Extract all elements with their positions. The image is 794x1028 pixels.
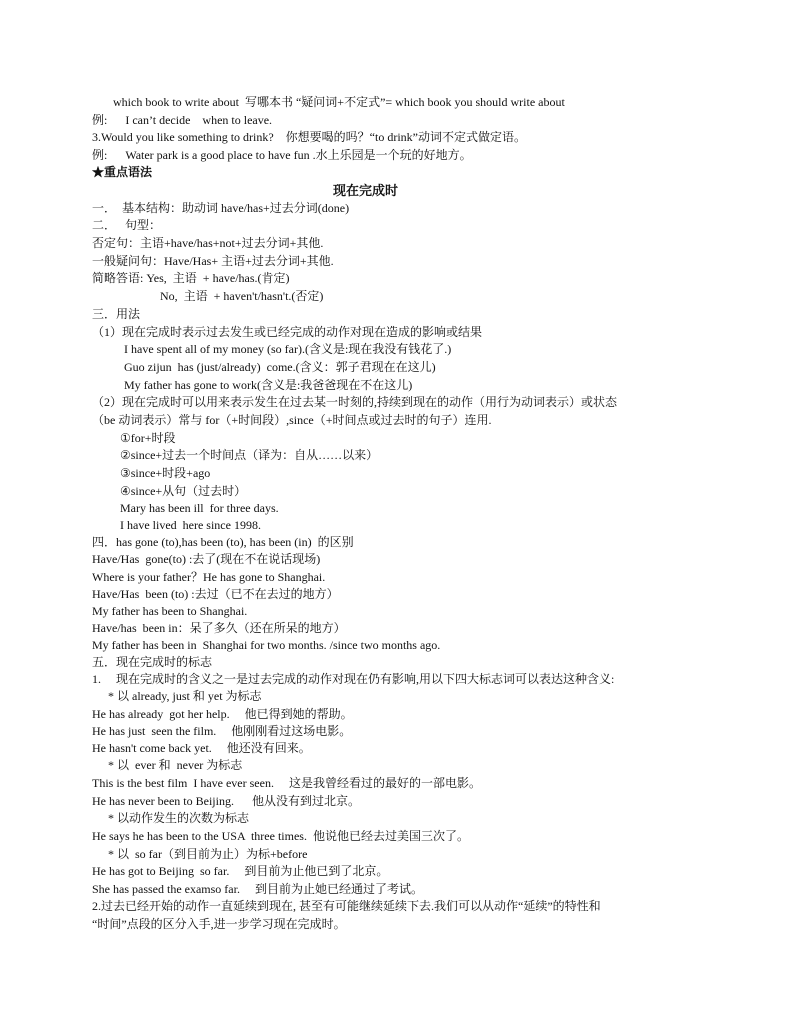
text-line: He hasn't come back yet. 他还没有回来。	[92, 741, 311, 755]
text-line: （2）现在完成时可以用来表示发生在过去某一时刻的,持续到现在的动作（用行为动词表示）或状态	[92, 395, 618, 409]
text-line: 例: I can’t decide when to leave.	[92, 113, 273, 127]
text-line: 一般疑问句：Have/Has+ 主语+过去分词+其他.	[92, 254, 334, 268]
text-line: I have spent all of my money (so far).(含义是:现在我没有钱花了.)	[124, 342, 452, 356]
text-line: I have lived here since 1998.	[120, 518, 261, 532]
text-line: He has just seen the film. 他刚刚看过这场电影。	[92, 724, 352, 738]
text-line: 二． 句型：	[92, 218, 162, 232]
text-line: 三．用法	[92, 307, 141, 321]
text-line: （be 动词表示）常与 for（+时间段）,since（+时间点或过去时的句子）连用.	[92, 413, 492, 427]
text-line: He has already got her help. 他已得到她的帮助。	[92, 707, 353, 721]
text-line: 1. 现在完成时的含义之一是过去完成的动作对现在仍有影响,用以下四大标志词可以表达这种含义:	[92, 672, 615, 686]
text-line: （1）现在完成时表示过去发生或已经完成的动作对现在造成的影响或结果	[92, 325, 483, 339]
text-line: No, 主语 + haven't/hasn't.(否定)	[160, 289, 324, 303]
text-line: He says he has been to the USA three times. 他说他已经去过美国三次了。	[92, 829, 469, 843]
text-line: ①for+时段	[120, 431, 176, 445]
text-line: 否定句：主语+have/has+not+过去分词+其他.	[92, 236, 324, 250]
text-line: Mary has been ill for three days.	[120, 501, 279, 515]
text-line: Have/has been in：呆了多久（还在所呆的地方）	[92, 621, 346, 635]
text-line: Where is your father？He has gone to Shanghai.	[92, 570, 326, 584]
text-line: * 以 so far（到目前为止）为标+before	[108, 847, 308, 861]
text-line: * 以 already, just 和 yet 为标志	[108, 689, 262, 703]
text-line: 简略答语: Yes, 主语 + have/has.(肯定)	[92, 271, 290, 285]
text-line: * 以 ever 和 never 为标志	[108, 758, 243, 772]
text-line: ③since+时段+ago	[120, 466, 211, 480]
text-line: He has got to Beijing so far. 到目前为止他已到了北京。	[92, 864, 389, 878]
section-heading: ★重点语法	[92, 165, 153, 179]
text-line: He has never been to Beijing. 他从没有到过北京。	[92, 794, 360, 808]
page-title: 现在完成时	[333, 183, 399, 198]
text-line: * 以动作发生的次数为标志	[108, 811, 250, 825]
text-line: My father has gone to work(含义是:我爸爸现在不在这儿)	[124, 378, 413, 392]
text-line: 3.Would you like something to drink? 你想要喝的吗？“to drink”动词不定式做定语。	[92, 130, 526, 144]
text-line: 一． 基本结构：助动词 have/has+过去分词(done)	[92, 201, 350, 215]
text-line: “时间”点段的区分入手,进一步学习现在完成时。	[92, 917, 346, 931]
text-line: 例: Water park is a good place to have fun .水上乐园是一个玩的好地方。	[92, 148, 472, 162]
text-line: This is the best film I have ever seen. 这是我曾经看过的最好的一部电影。	[92, 776, 481, 790]
text-line: ②since+过去一个时间点（译为：自从……以来）	[120, 448, 379, 462]
text-line: She has passed the examso far. 到目前为止她已经通过了考试。	[92, 882, 423, 896]
text-line: 四．has gone (to),has been (to), has been (in) 的区别	[92, 535, 354, 549]
text-line: ④since+从句（过去时）	[120, 484, 247, 498]
text-line: My father has been to Shanghai.	[92, 604, 248, 618]
text-line: Have/Has gone(to) :去了(现在不在说话现场)	[92, 552, 321, 566]
text-line: 2.过去已经开始的动作一直延续到现在, 甚至有可能继续延续下去.我们可以从动作“延续”的特性和	[92, 899, 601, 913]
text-line: which book to write about 写哪本书 “疑问词+不定式”= which book you should write about	[113, 95, 565, 109]
text-line: Guo zijun has (just/already) come.(含义：郭子君现在在这儿)	[124, 360, 436, 374]
text-line: My father has been in Shanghai for two months. /since two months ago.	[92, 638, 441, 652]
text-line: Have/Has been (to) :去过（已不在去过的地方）	[92, 587, 339, 601]
text-line: 五．现在完成时的标志	[92, 655, 213, 669]
